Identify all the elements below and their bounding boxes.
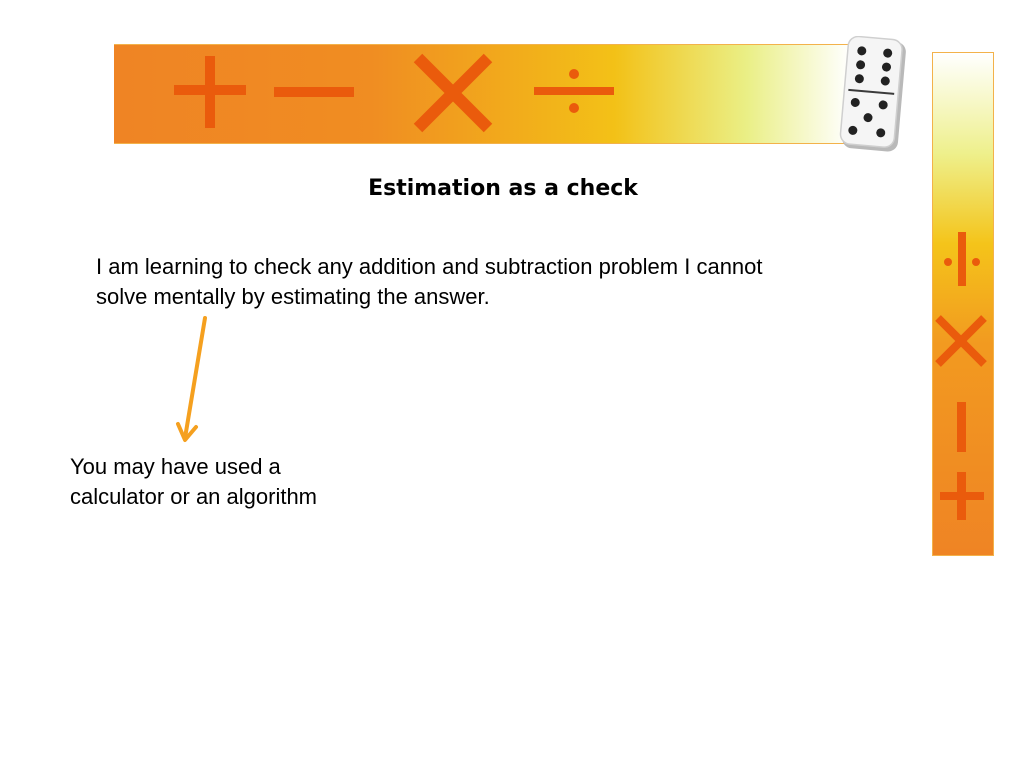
domino-icon — [838, 36, 908, 154]
slide-title: Estimation as a check — [368, 176, 638, 201]
times-icon — [938, 318, 984, 364]
plus-icon — [940, 472, 984, 520]
divide-icon — [944, 232, 980, 286]
side-operator-symbols — [932, 52, 994, 556]
learning-intention: I am learning to check any addition and subtraction problem I cannot solve mentally by estimating the answer. — [96, 254, 763, 309]
divide-icon — [534, 69, 614, 113]
top-operator-symbols — [114, 44, 850, 142]
minus-icon — [274, 87, 354, 97]
calculator-note: You may have used a calculator or an algorithm — [70, 454, 318, 509]
minus-icon — [957, 402, 966, 452]
arrow-down-icon — [170, 312, 220, 448]
times-icon — [418, 58, 488, 128]
plus-icon — [174, 56, 246, 128]
